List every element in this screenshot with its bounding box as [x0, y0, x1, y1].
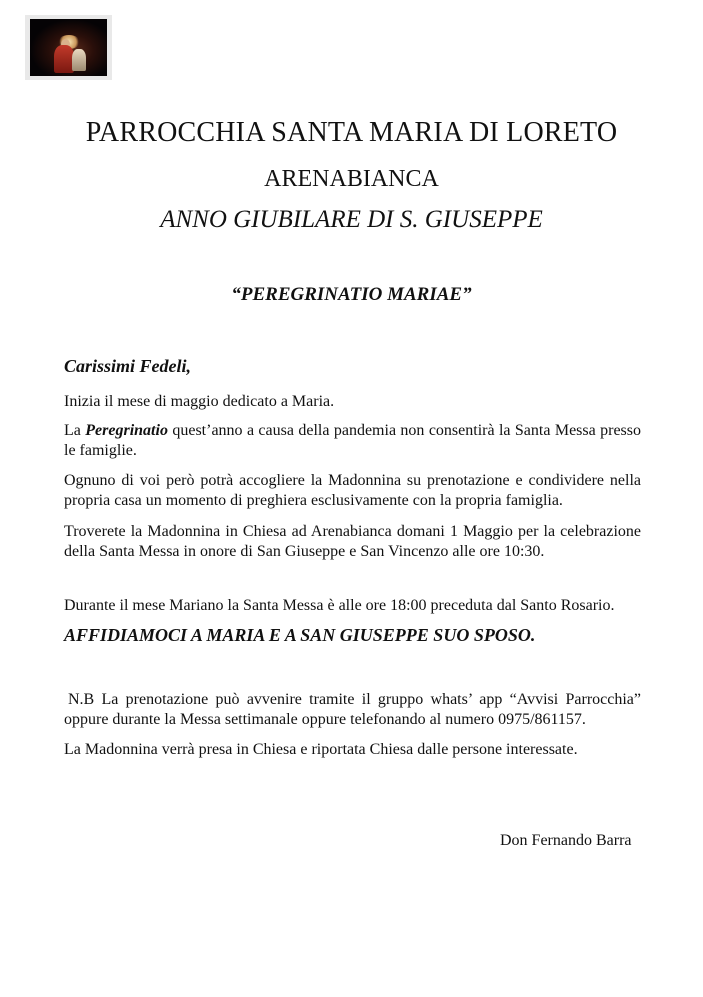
jubilee-title: ANNO GIUBILARE DI S. GIUSEPPE [160, 206, 543, 233]
paragraph-intro: Inizia il mese di maggio dedicato a Maria. [64, 393, 335, 410]
peregrinatio-emphasis: Peregrinatio [85, 422, 168, 439]
paragraph-peregrinatio: La Peregrinatio quest’anno a causa della pandemia non consentirà la Santa Messa presso le famiglie. [64, 422, 642, 459]
greeting: Carissimi Fedeli, [64, 356, 192, 376]
town-title: ARENABIANCA [264, 166, 439, 192]
parish-title: PARROCCHIA SANTA MARIA DI LORETO [85, 117, 618, 148]
madonna-photo [30, 19, 107, 76]
paragraph-mass-info: Troverete la Madonnina in Chiesa ad Arenabianca domani 1 Maggio per la celebrazione della Santa Messa in onore di San Giuseppe e San Vincenzo alle ore 10:30. [64, 523, 641, 560]
parish-logo-image [25, 15, 112, 80]
paragraph-reservation: Ognuno di voi però potrà accogliere la Madonnina su prenotazione e condividere nella propria casa un momento di preghiera esclusivamente con la propria famiglia. [64, 472, 641, 509]
signature: Don Fernando Barra [500, 832, 632, 849]
paragraph-pickup: La Madonnina verrà presa in Chiesa e riportata Chiesa dalle persone interessate. [64, 741, 578, 758]
event-title: “PEREGRINATIO MARIAE” [231, 284, 472, 305]
nota-bene: N.B La prenotazione può avvenire tramite il gruppo whats’ app “Avvisi Parrocchia” oppure durante la Messa settimanale oppure telefonando al numero 0975/861157. [64, 691, 641, 728]
paragraph-schedule: Durante il mese Mariano la Santa Messa è alle ore 18:00 preceduta dal Santo Rosario. [64, 597, 615, 614]
exhortation: AFFIDIAMOCI A MARIA E A SAN GIUSEPPE SUO SPOSO. [64, 625, 536, 645]
